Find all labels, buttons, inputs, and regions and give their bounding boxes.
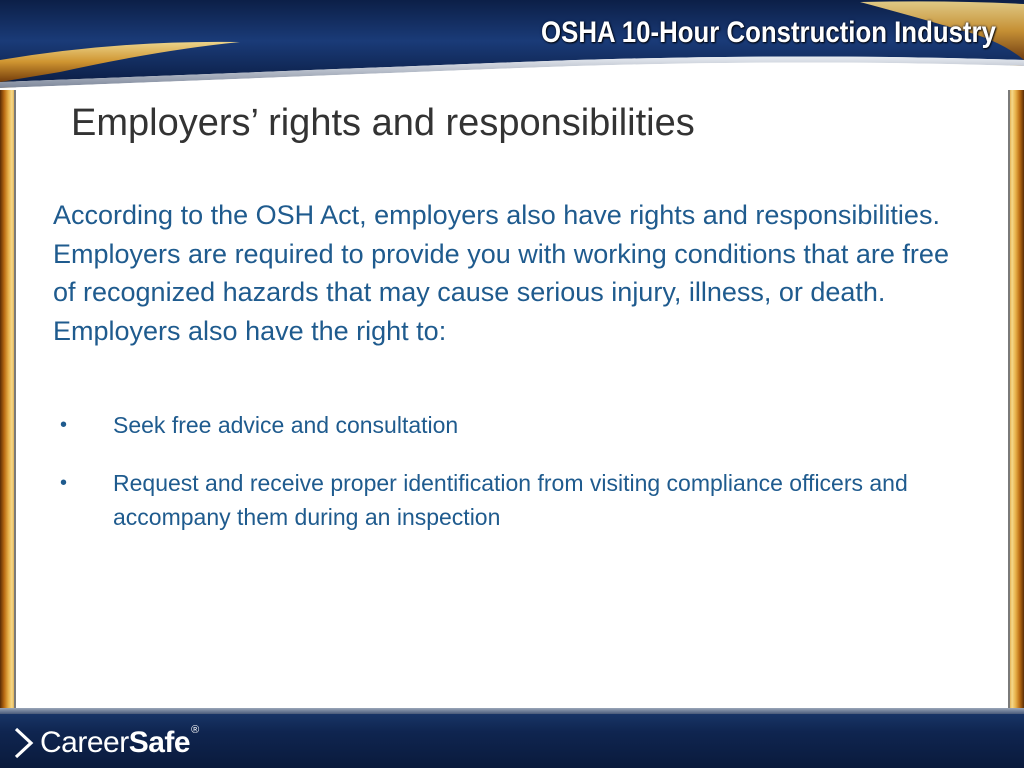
header-banner <box>0 0 1024 90</box>
bullet-text: Request and receive proper identification from visiting compliance officers and accompany them during an inspection <box>113 470 908 530</box>
bullet-marker: • <box>60 472 68 494</box>
bullet-text: Seek free advice and consultation <box>113 412 459 438</box>
careersafe-logo <box>12 722 199 764</box>
logo-text-safe: Safe <box>128 726 191 759</box>
frame-right-border <box>1010 60 1024 715</box>
bullet-list <box>60 408 960 558</box>
logo-text-career: Career <box>40 726 129 759</box>
chevron-right-icon <box>12 726 36 760</box>
bullet-marker: • <box>60 414 68 436</box>
frame-left-border <box>0 60 14 715</box>
footer-bar <box>0 708 1024 768</box>
frame-right-inner-line <box>1008 78 1010 715</box>
intro-paragraph: According to the OSH Act, employers also have rights and responsibilities. Employers are required to provide you with working conditions that are free of recognized hazards that may cause serious injury, illness, or death. Employers also have the right to: <box>53 200 949 346</box>
list-item <box>60 408 960 442</box>
list-item <box>60 466 960 534</box>
slide-title: Employers’ rights and responsibilities <box>71 102 695 144</box>
course-title: OSHA 10-Hour Construction Industry <box>541 16 996 49</box>
footer-top-line <box>0 708 1024 714</box>
frame-left-inner-line <box>14 78 16 715</box>
registered-mark: ® <box>191 724 200 736</box>
